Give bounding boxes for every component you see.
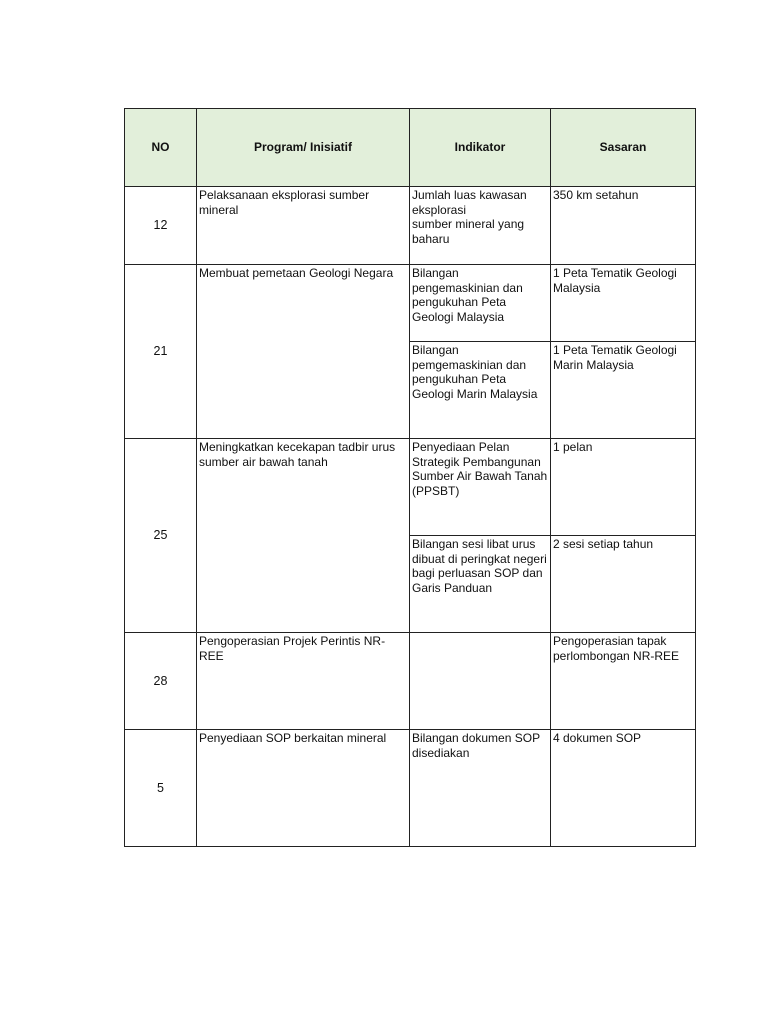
indikator-cell: Bilangan pengemaskinian dan pengukuhan Peta Geologi Malaysia	[410, 265, 551, 342]
header-indikator: Indikator	[410, 109, 551, 187]
row-number: 21	[125, 265, 197, 439]
indikator-cell: Bilangan dokumen SOP disediakan	[410, 730, 551, 847]
indikator-cell: Jumlah luas kawasan eksplorasi sumber mineral yang baharu	[410, 187, 551, 265]
table-row	[125, 730, 696, 847]
header-sasaran: Sasaran	[551, 109, 696, 187]
indikator-cell: Bilangan sesi libat urus dibuat di peringkat negeri bagi perluasan SOP dan Garis Panduan	[410, 536, 551, 633]
sasaran-cell: 2 sesi setiap tahun	[551, 536, 696, 633]
indikator-cell	[410, 633, 551, 730]
table-row	[125, 265, 696, 342]
indikator-cell: Penyediaan Pelan Strategik Pembangunan Sumber Air Bawah Tanah (PPSBT)	[410, 439, 551, 536]
indikator-cell: Bilangan pemgemaskinian dan pengukuhan Peta Geologi Marin Malaysia	[410, 342, 551, 439]
row-number: 25	[125, 439, 197, 633]
header-row	[125, 109, 696, 187]
row-number: 28	[125, 633, 197, 730]
table-row	[125, 633, 696, 730]
header-no: NO	[125, 109, 197, 187]
program-cell: Penyediaan SOP berkaitan mineral	[197, 730, 410, 847]
table-row	[125, 187, 696, 265]
program-cell: Meningkatkan kecekapan tadbir urus sumber air bawah tanah	[197, 439, 410, 633]
sasaran-cell: 4 dokumen SOP	[551, 730, 696, 847]
row-number: 12	[125, 187, 197, 265]
header-program: Program/ Inisiatif	[197, 109, 410, 187]
program-cell: Pengoperasian Projek Perintis NR-REE	[197, 633, 410, 730]
row-number: 5	[125, 730, 197, 847]
table-row	[125, 439, 696, 536]
program-table	[124, 108, 696, 847]
sasaran-cell: 1 Peta Tematik Geologi Marin Malaysia	[551, 342, 696, 439]
program-cell: Pelaksanaan eksplorasi sumber mineral	[197, 187, 410, 265]
sasaran-cell: 1 pelan	[551, 439, 696, 536]
sasaran-cell: 1 Peta Tematik Geologi Malaysia	[551, 265, 696, 342]
program-cell: Membuat pemetaan Geologi Negara	[197, 265, 410, 439]
sasaran-cell: 350 km setahun	[551, 187, 696, 265]
sasaran-cell: Pengoperasian tapak perlombongan NR-REE	[551, 633, 696, 730]
